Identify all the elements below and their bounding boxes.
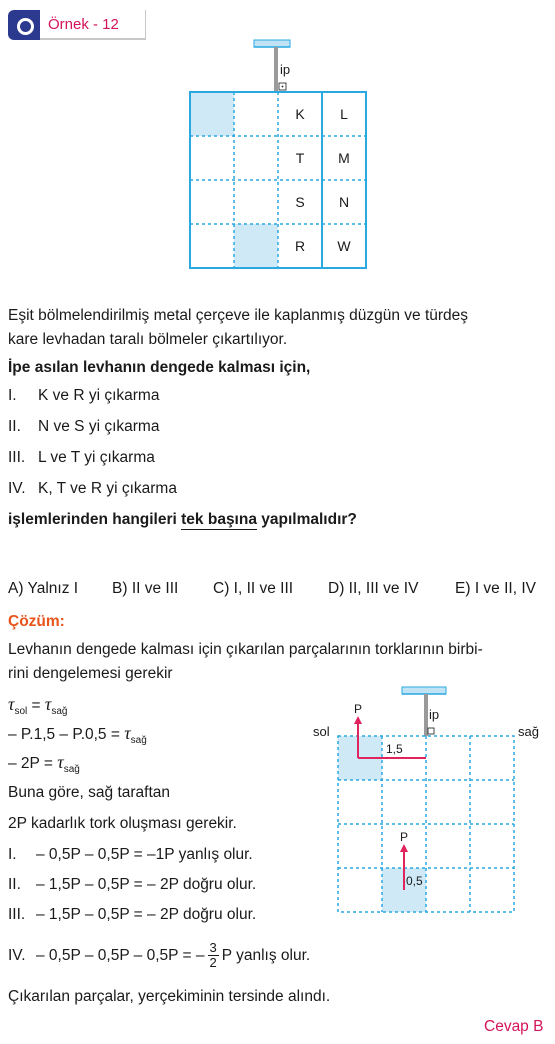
arm-label: 1,5 (386, 742, 403, 756)
question-prompt: İpe asılan levhanın dengede kalması için, (8, 359, 311, 376)
arm-label: 0,5 (406, 874, 423, 888)
solution-intro-2: rini dengelemesi gerekir (8, 665, 173, 682)
cell-k: K (295, 106, 305, 122)
left-label: sol (313, 724, 330, 739)
solution-intro-1: Levhanın dengede kalması için çıkarılan parçalarının torklarının birbi- (8, 641, 483, 658)
solution-title: Çözüm: (8, 613, 65, 630)
string-label: ip (429, 707, 440, 722)
question-line-1: Eşit bölmelendirilmiş metal çerçeve ile kaplanmış düzgün ve türdeş (8, 307, 469, 324)
force-label: P (354, 702, 363, 716)
question-line-2: kare levhadan taralı bölmeler çıkartılıyor. (8, 331, 288, 348)
option-a[interactable]: A) Yalnız I (8, 580, 79, 597)
solution-note: Çıkarılan parçalar, yerçekiminin tersinde alındı. (8, 988, 331, 1005)
check-item: IV. – 0,5P – 0,5P – 0,5P = – $\frac{3}{2}$ P yanlış olur. (8, 940, 311, 971)
right-angle-mark (428, 728, 434, 734)
ceiling-mount (402, 687, 446, 694)
example-badge (8, 10, 146, 40)
option-d[interactable]: D) II, III ve IV (328, 580, 419, 597)
string-label: ip (280, 62, 291, 77)
cell-n: N (338, 194, 350, 210)
option-e[interactable]: E) I ve II, IV (455, 580, 536, 597)
cell-t: T (295, 150, 305, 166)
check-item: II. – 1,5P – 0,5P = – 2P doğru olur. (8, 876, 257, 893)
cell-s: S (295, 194, 305, 210)
solution-text: Buna göre, sağ taraftan (8, 784, 171, 801)
ceiling-mount (254, 40, 290, 47)
solution-figure (310, 680, 550, 918)
check-item: III. – 1,5P – 0,5P = – 2P doğru olur. (8, 906, 257, 923)
cell-l: L (340, 106, 348, 122)
ring-icon (8, 10, 40, 40)
equation-torque-total: – $2P = \tau_{sağ}$ (8, 752, 80, 776)
solution-text: 2P kadarlık tork oluşması gerekir. (8, 815, 237, 832)
question-item: I. K ve R yi çıkarma (8, 387, 160, 404)
force-label: P (400, 830, 409, 844)
right-label: sağ (518, 724, 539, 739)
question-item: IV. K, T ve R yi çıkarma (8, 480, 177, 497)
equation-torque-balance: $\tau_{sol} = \tau_{sağ}$ (8, 694, 68, 718)
equation-torque-sum: – $P.1,5 - P.0,5 = \tau_{sağ}$ (8, 723, 147, 747)
question-ask: işlemlerinden hangileri tek başına yapılmalıdır? (8, 511, 357, 528)
question-item: II. N ve S yi çıkarma (8, 418, 160, 435)
plate-figure (180, 36, 370, 272)
cell-m: M (338, 150, 350, 166)
answer-label: Cevap B (484, 1018, 544, 1035)
option-c[interactable]: C) I, II ve III (213, 580, 294, 597)
cell-r: R (294, 238, 306, 254)
fraction: $\frac{3}{2}$ (209, 940, 217, 971)
option-b[interactable]: B) II ve III (112, 580, 179, 597)
emphasis-underline: tek başına (181, 511, 257, 528)
check-item: I. – 0,5P – 0,5P = –1P yanlış olur. (8, 846, 253, 863)
question-item: III. L ve T yi çıkarma (8, 449, 155, 466)
cell-w: W (337, 238, 351, 254)
example-label: Örnek - 12 (40, 10, 146, 40)
shaded-cell (190, 92, 234, 136)
shaded-cell (234, 224, 278, 268)
